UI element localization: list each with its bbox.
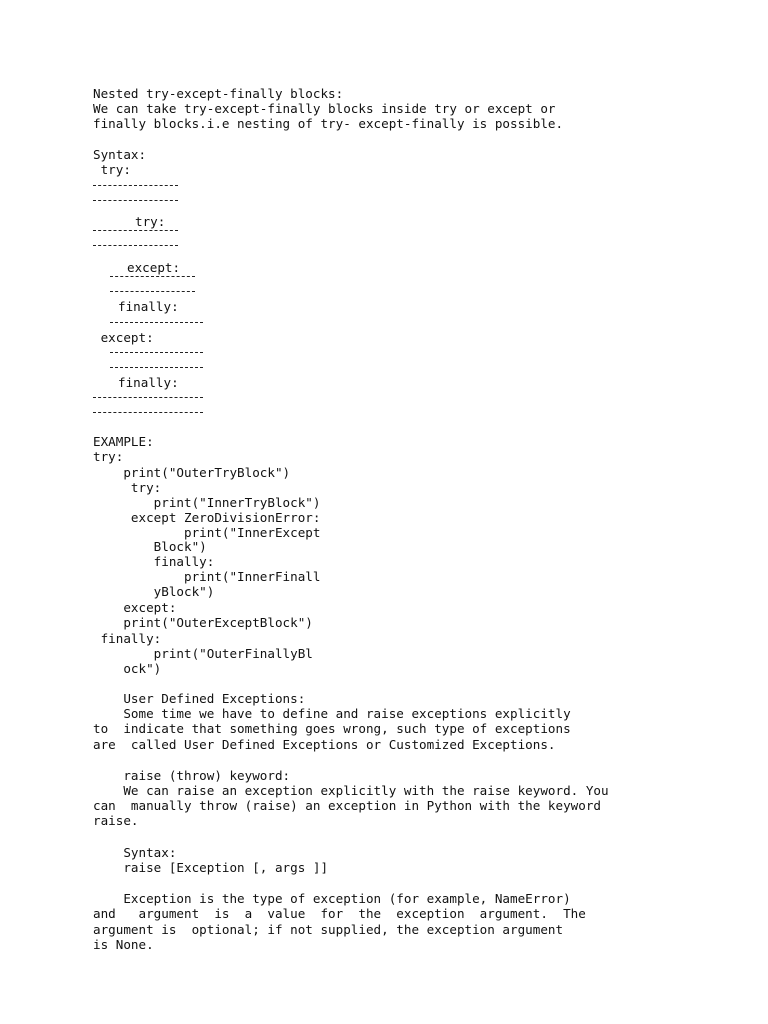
placeholder-dash-line: [93, 230, 178, 231]
description-line: We can take try-except-finally blocks inside try or except or: [93, 101, 556, 116]
syntax-label: Syntax:: [93, 845, 177, 860]
placeholder-dash-line: [93, 397, 203, 398]
placeholder-dash-line: [93, 412, 203, 413]
paragraph-line: is None.: [93, 937, 154, 952]
example-code-line: try:: [93, 480, 162, 495]
example-code-line: yBlock"): [93, 584, 215, 599]
syntax-inner-finally: finally:: [118, 299, 179, 314]
paragraph-line: Exception is the type of exception (for example, NameError): [93, 891, 571, 906]
syntax-inner-try: try:: [135, 214, 166, 229]
placeholder-dash-line: [110, 276, 195, 277]
example-code-line: finally:: [93, 631, 162, 646]
placeholder-dash-line: [110, 291, 195, 292]
paragraph-line: argument is optional; if not supplied, the exception argument: [93, 922, 564, 937]
example-code-line: ock"): [93, 661, 162, 676]
example-code-line: print("OuterExceptBlock"): [93, 615, 313, 630]
paragraph-line: raise.: [93, 813, 139, 828]
example-code-line: print("InnerTryBlock"): [93, 495, 321, 510]
placeholder-dash-line: [110, 352, 203, 353]
section-title-user-defined: User Defined Exceptions:: [93, 691, 306, 706]
section-title-nested: Nested try-except-finally blocks:: [93, 86, 344, 101]
syntax-outer-try: try:: [93, 162, 131, 177]
example-code-line: except ZeroDivisionError:: [93, 510, 321, 525]
example-code-line: Block"): [93, 539, 207, 554]
syntax-outer-finally: finally:: [118, 375, 179, 390]
syntax-outer-except: except:: [93, 330, 154, 345]
paragraph-line: can manually throw (raise) an exception in Python with the keyword: [93, 798, 601, 813]
paragraph-line: We can raise an exception explicitly with the raise keyword. You: [93, 783, 609, 798]
syntax-code-line: raise [Exception [, args ]]: [93, 860, 329, 875]
example-code-line: finally:: [93, 554, 215, 569]
example-code-line: try:: [93, 449, 124, 464]
section-title-raise: raise (throw) keyword:: [93, 768, 291, 783]
placeholder-dash-line: [110, 367, 203, 368]
placeholder-dash-line: [93, 200, 178, 201]
placeholder-dash-line: [93, 245, 178, 246]
example-code-line: except:: [93, 600, 177, 615]
syntax-inner-except: except:: [127, 260, 181, 275]
example-code-line: print("InnerExcept: [93, 525, 321, 540]
example-code-line: EXAMPLE:: [93, 434, 154, 449]
paragraph-line: Some time we have to define and raise exceptions explicitly: [93, 706, 571, 721]
paragraph-line: and argument is a value for the exception argument. The: [93, 906, 586, 921]
description-line: finally blocks.i.e nesting of try- except-finally is possible.: [93, 116, 564, 131]
placeholder-dash-line: [93, 185, 178, 186]
syntax-label: Syntax:: [93, 147, 147, 162]
placeholder-dash-line: [110, 322, 203, 323]
paragraph-line: to indicate that something goes wrong, such type of exceptions: [93, 721, 571, 736]
example-code-line: print("InnerFinall: [93, 569, 321, 584]
paragraph-line: are called User Defined Exceptions or Customized Exceptions.: [93, 737, 556, 752]
example-code-line: print("OuterTryBlock"): [93, 465, 291, 480]
example-code-line: print("OuterFinallyBl: [93, 646, 313, 661]
